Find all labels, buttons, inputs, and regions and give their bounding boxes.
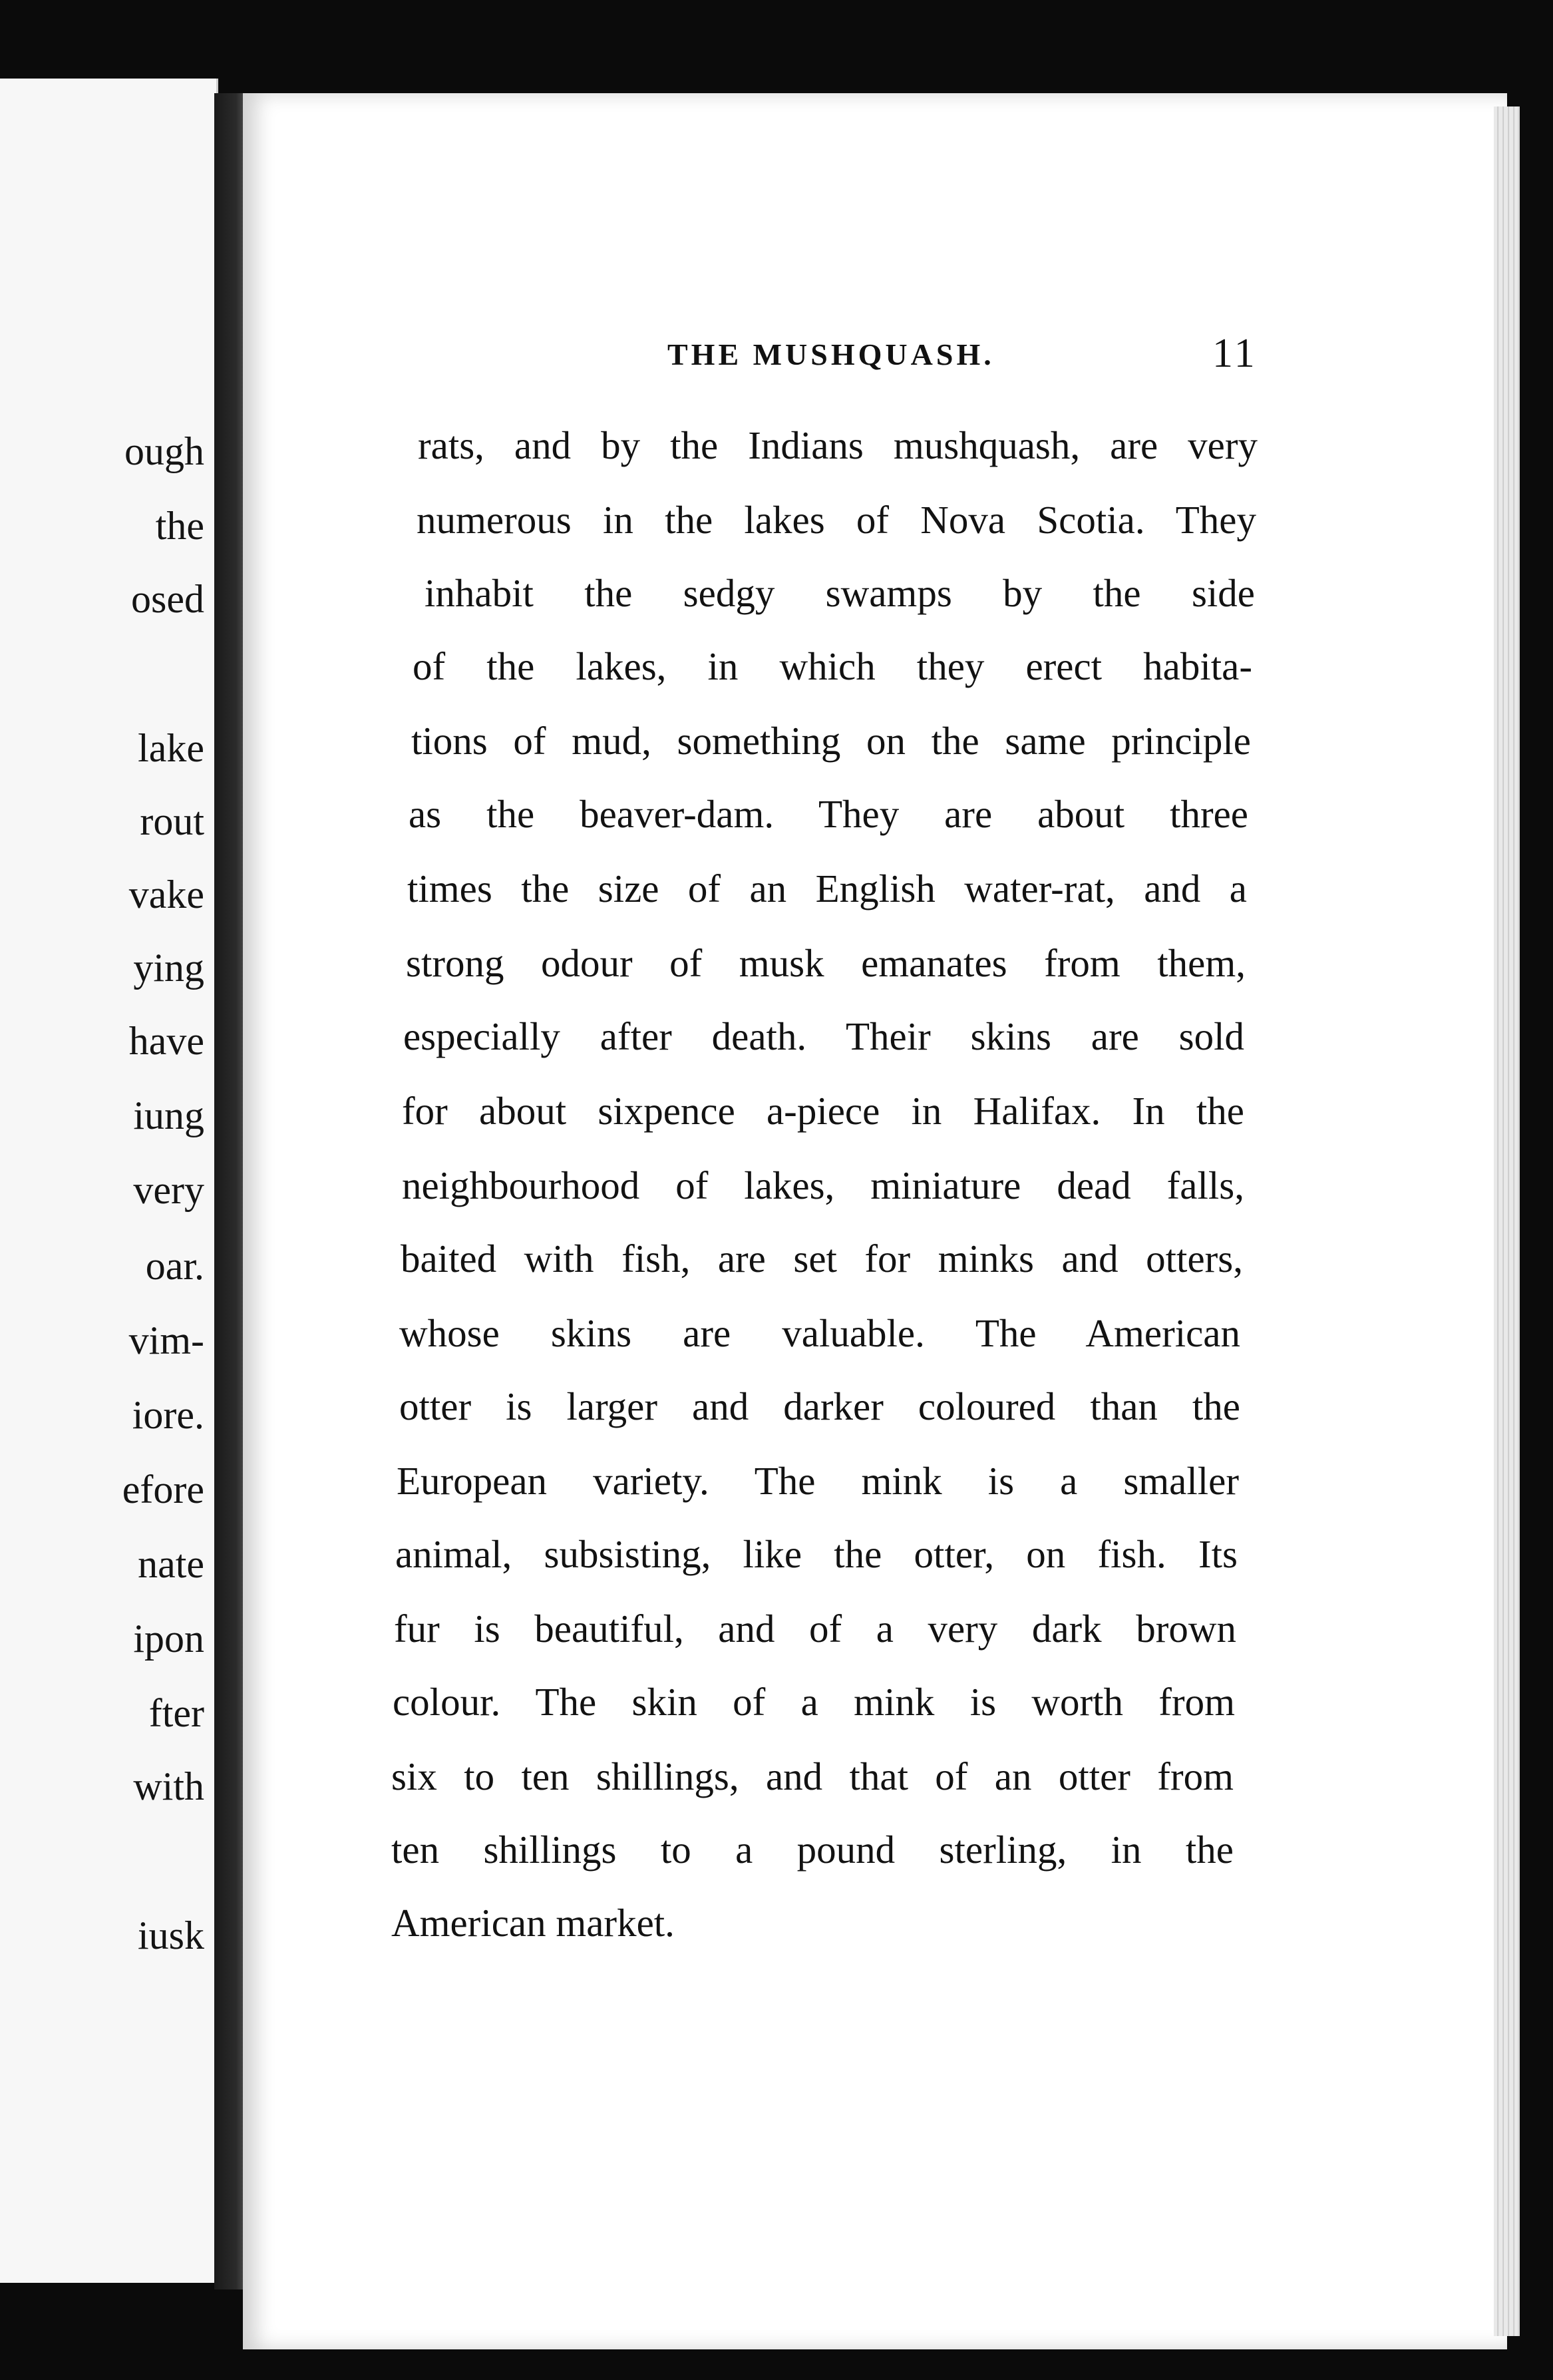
left-page-line: vake bbox=[128, 873, 204, 916]
left-page-line: vim- bbox=[128, 1318, 204, 1362]
left-page-line: nate bbox=[138, 1542, 204, 1586]
body-text-line: whose skins are valuable. The American bbox=[399, 1311, 1240, 1355]
body-text-line: otter is larger and darker coloured than the bbox=[399, 1384, 1240, 1428]
body-text-line: American market. bbox=[391, 1901, 675, 1945]
left-page-line: efore bbox=[122, 1468, 204, 1511]
left-page-line: ying bbox=[133, 946, 204, 990]
left-page-line: iung bbox=[133, 1093, 204, 1137]
body-text-line: baited with fish, are set for minks and otters, bbox=[401, 1237, 1243, 1281]
body-text-line: rats, and by the Indians mushquash, are very bbox=[418, 423, 1258, 467]
running-head: THE MUSHQUASH. bbox=[667, 337, 995, 371]
page-number: 11 bbox=[1212, 331, 1258, 376]
left-page-line: ipon bbox=[133, 1617, 204, 1661]
left-page-line: ough bbox=[124, 429, 204, 473]
body-text-line: numerous in the lakes of Nova Scotia. They bbox=[417, 498, 1256, 542]
body-text-line: animal, subsisting, like the otter, on fish. Its bbox=[395, 1532, 1238, 1576]
left-page-line: oar. bbox=[145, 1244, 204, 1288]
left-page-line: lake bbox=[138, 726, 204, 770]
page-edges bbox=[1494, 106, 1520, 2336]
body-text-line: of the lakes, in which they erect habita- bbox=[413, 644, 1252, 688]
body-text-line: ten shillings to a pound sterling, in the bbox=[391, 1828, 1234, 1872]
left-page bbox=[0, 79, 218, 2283]
body-text-line: European variety. The mink is a smaller bbox=[397, 1459, 1239, 1503]
body-text-line: tions of mud, something on the same principle bbox=[411, 719, 1251, 763]
body-text-line: strong odour of musk emanates from them, bbox=[406, 941, 1246, 985]
left-page-line: the bbox=[155, 504, 204, 548]
body-text-line: times the size of an English water-rat, and a bbox=[407, 867, 1247, 910]
left-page-line: have bbox=[128, 1019, 204, 1063]
body-text-line: inhabit the sedgy swamps by the side bbox=[425, 571, 1255, 615]
body-text-line: especially after death. Their skins are sold bbox=[403, 1014, 1244, 1058]
left-page-line: fter bbox=[148, 1691, 204, 1735]
left-page-line: very bbox=[133, 1168, 204, 1212]
body-text-line: for about sixpence a-piece in Halifax. In the bbox=[402, 1089, 1244, 1133]
body-text-line: six to ten shillings, and that of an otter from bbox=[391, 1754, 1234, 1798]
body-text-line: fur is beautiful, and of a very dark brown bbox=[394, 1607, 1236, 1651]
left-page-line: iusk bbox=[137, 1913, 204, 1957]
left-page-line: iore. bbox=[132, 1393, 204, 1437]
left-page-line: with bbox=[133, 1764, 204, 1808]
body-text-line: neighbourhood of lakes, miniature dead falls, bbox=[402, 1163, 1244, 1207]
left-page-line: rout bbox=[140, 799, 204, 843]
body-text-line: as the beaver-dam. They are about three bbox=[409, 792, 1248, 836]
body-text-line: colour. The skin of a mink is worth from bbox=[393, 1680, 1235, 1724]
left-page-line: osed bbox=[131, 577, 204, 621]
